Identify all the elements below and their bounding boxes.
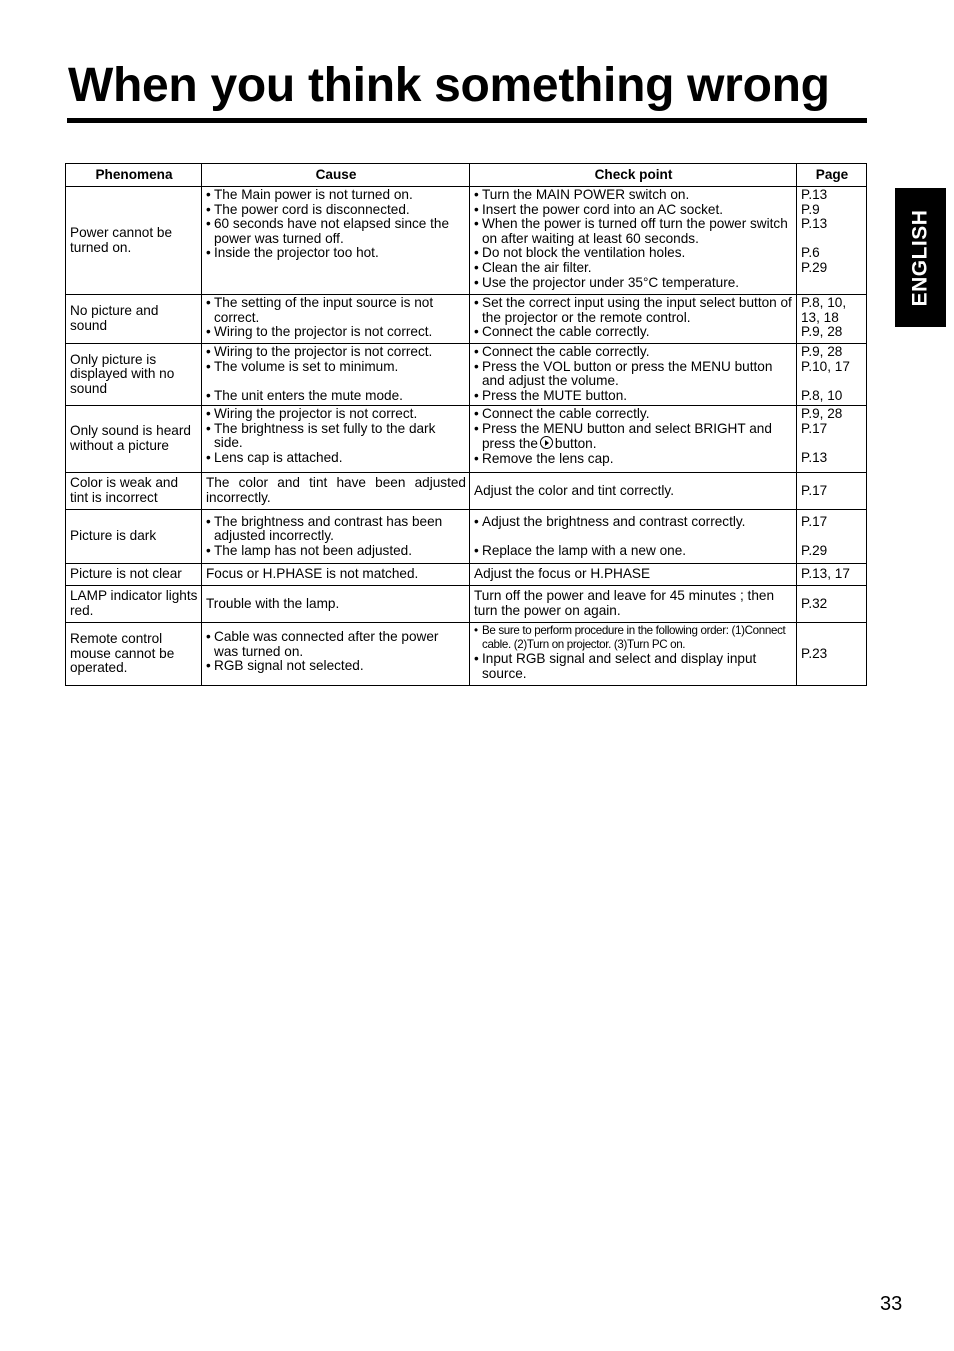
table-row xyxy=(66,473,867,510)
title-rule xyxy=(67,118,867,123)
phenomena-cell: Only sound is heard without a picture xyxy=(66,406,202,473)
cause-cell: Trouble with the lamp. xyxy=(202,586,470,623)
page-cell: P.13, 17 xyxy=(797,564,867,586)
check-item: • When the power is turned off turn the power switch on after waiting at least 60 seconds. xyxy=(474,217,793,246)
page-cell: P.23 xyxy=(797,623,867,686)
page-ref-spacer xyxy=(801,374,863,389)
cause-cell xyxy=(202,295,470,344)
page-cell xyxy=(797,187,867,295)
check-item-note: • Be sure to perform procedure in the following order: (1)Connect cable. (2)Turn on projector. (3)Turn PC on. xyxy=(474,624,793,652)
phenomena-cell: Remote control mouse cannot be operated. xyxy=(66,623,202,686)
check-item: • Replace the lamp with a new one. xyxy=(474,544,793,559)
check-cell: Adjust the focus or H.PHASE xyxy=(470,564,797,586)
cause-item: • Wiring to the projector is not correct. xyxy=(206,325,466,340)
cause-item: • RGB signal not selected. xyxy=(206,659,466,674)
cause-item: • 60 seconds have not elapsed since the power was turned off. xyxy=(206,217,466,246)
check-item: • Connect the cable correctly. xyxy=(474,407,793,422)
page-ref: P.9, 28 xyxy=(801,406,843,421)
check-item: • Connect the cable correctly. xyxy=(474,325,793,340)
cause-item: • The power cord is disconnected. xyxy=(206,203,466,218)
page-cell xyxy=(797,295,867,344)
table-row xyxy=(66,510,867,564)
cause-item: • The brightness is set fully to the dark side. xyxy=(206,422,466,451)
phenomena-cell: Picture is dark xyxy=(66,510,202,564)
check-item: • Press the MUTE button. xyxy=(474,389,793,404)
table-row xyxy=(66,406,867,473)
check-item: • Turn the MAIN POWER switch on. xyxy=(474,188,793,203)
cause-item: • The setting of the input source is not correct. xyxy=(206,296,466,325)
page-ref: P.6 xyxy=(801,245,820,261)
page-ref: 13, 18 xyxy=(801,309,839,325)
page-ref: P.13 xyxy=(801,187,828,202)
page-ref-spacer xyxy=(801,436,863,451)
check-cell xyxy=(470,344,797,406)
check-cell: Adjust the color and tint correctly. xyxy=(470,473,797,510)
check-cell xyxy=(470,510,797,564)
check-item xyxy=(474,422,793,452)
page-ref: P.9, 28 xyxy=(801,324,843,340)
cause-cell xyxy=(202,406,470,473)
check-cell xyxy=(470,623,797,686)
phenomena-cell: Color is weak and tint is incorrect xyxy=(66,473,202,510)
page-cell xyxy=(797,510,867,564)
play-button-icon xyxy=(540,436,553,449)
check-item: • Use the projector under 35°C temperature. xyxy=(474,276,793,291)
check-item-text: button. xyxy=(554,436,597,452)
check-item: • Do not block the ventilation holes. xyxy=(474,246,793,261)
page-cell: P.17 xyxy=(797,473,867,510)
page-ref: P.8, 10, xyxy=(801,295,847,310)
cause-cell xyxy=(202,510,470,564)
page-ref: P.13 xyxy=(801,449,828,465)
check-spacer xyxy=(474,529,793,544)
cause-cell xyxy=(202,187,470,295)
page-ref-spacer xyxy=(801,529,863,544)
page-ref: P.9, 28 xyxy=(801,344,843,359)
cause-cell: Focus or H.PHASE is not matched. xyxy=(202,564,470,586)
cause-item: • The unit enters the mute mode. xyxy=(206,389,466,404)
header-page: Page xyxy=(797,164,867,187)
phenomena-cell: Power cannot be turned on. xyxy=(66,187,202,295)
page-ref: P.9 xyxy=(801,201,820,217)
language-tab xyxy=(895,188,946,327)
page-ref: P.29 xyxy=(801,542,828,558)
phenomena-cell: Only picture is displayed with no sound xyxy=(66,344,202,406)
check-cell: Turn off the power and leave for 45 minutes ; then turn the power on again. xyxy=(470,586,797,623)
page-ref: P.8, 10 xyxy=(801,387,843,403)
cause-item: • The volume is set to minimum. xyxy=(206,360,466,375)
page-title: When you think something wrong xyxy=(68,59,830,112)
header-cause: Cause xyxy=(202,164,470,187)
page-ref-spacer xyxy=(801,232,863,247)
check-item: • Remove the lens cap. xyxy=(474,452,793,467)
troubleshooting-table xyxy=(65,163,867,686)
cause-item: • Wiring to the projector is not correct. xyxy=(206,345,466,360)
check-item: • Adjust the brightness and contrast correctly. xyxy=(474,515,793,530)
table-row xyxy=(66,586,867,623)
page-ref: P.13 xyxy=(801,216,828,232)
cause-item: • Lens cap is attached. xyxy=(206,451,466,466)
table-row xyxy=(66,295,867,344)
cause-item: • Inside the projector too hot. xyxy=(206,246,466,261)
page-number: 33 xyxy=(880,1293,903,1315)
table-row xyxy=(66,344,867,406)
check-item: • Connect the cable correctly. xyxy=(474,345,793,360)
check-item: • Input RGB signal and select and display input source. xyxy=(474,652,793,681)
table-row xyxy=(66,187,867,295)
page-ref: P.17 xyxy=(801,420,828,436)
header-phenomena: Phenomena xyxy=(66,164,202,187)
table-row xyxy=(66,623,867,686)
table-header-row xyxy=(66,164,867,187)
phenomena-cell: No picture and sound xyxy=(66,295,202,344)
check-item: • Press the VOL button or press the MENU button and adjust the volume. xyxy=(474,360,793,389)
check-item-text: Press the MENU button and select BRIGHT and press the xyxy=(482,420,772,452)
page-cell xyxy=(797,406,867,473)
cause-spacer xyxy=(206,374,466,389)
cause-item: • Wiring the projector is not correct. xyxy=(206,407,466,422)
page-ref: P.29 xyxy=(801,259,828,275)
check-cell xyxy=(470,406,797,473)
cause-item: • Cable was connected after the power was turned on. xyxy=(206,630,466,659)
page-cell xyxy=(797,344,867,406)
check-item: • Set the correct input using the input select button of the projector or the remote control. xyxy=(474,296,793,325)
language-tab-label: ENGLISH xyxy=(908,209,932,306)
table-row xyxy=(66,564,867,586)
cause-item: • The brightness and contrast has been adjusted incorrectly. xyxy=(206,515,466,544)
check-item: • Clean the air filter. xyxy=(474,261,793,276)
cause-cell xyxy=(202,344,470,406)
phenomena-cell: LAMP indicator lights red. xyxy=(66,586,202,623)
page-ref: P.10, 17 xyxy=(801,358,850,374)
check-cell xyxy=(470,295,797,344)
cause-cell xyxy=(202,623,470,686)
cause-cell: The color and tint have been adjusted incorrectly. xyxy=(202,473,470,510)
check-item: • Insert the power cord into an AC socket. xyxy=(474,203,793,218)
cause-item: • The Main power is not turned on. xyxy=(206,188,466,203)
page-cell: P.32 xyxy=(797,586,867,623)
check-cell xyxy=(470,187,797,295)
phenomena-cell: Picture is not clear xyxy=(66,564,202,586)
page-ref: P.17 xyxy=(801,513,828,529)
header-check-point: Check point xyxy=(470,164,797,187)
cause-item: • The lamp has not been adjusted. xyxy=(206,544,466,559)
